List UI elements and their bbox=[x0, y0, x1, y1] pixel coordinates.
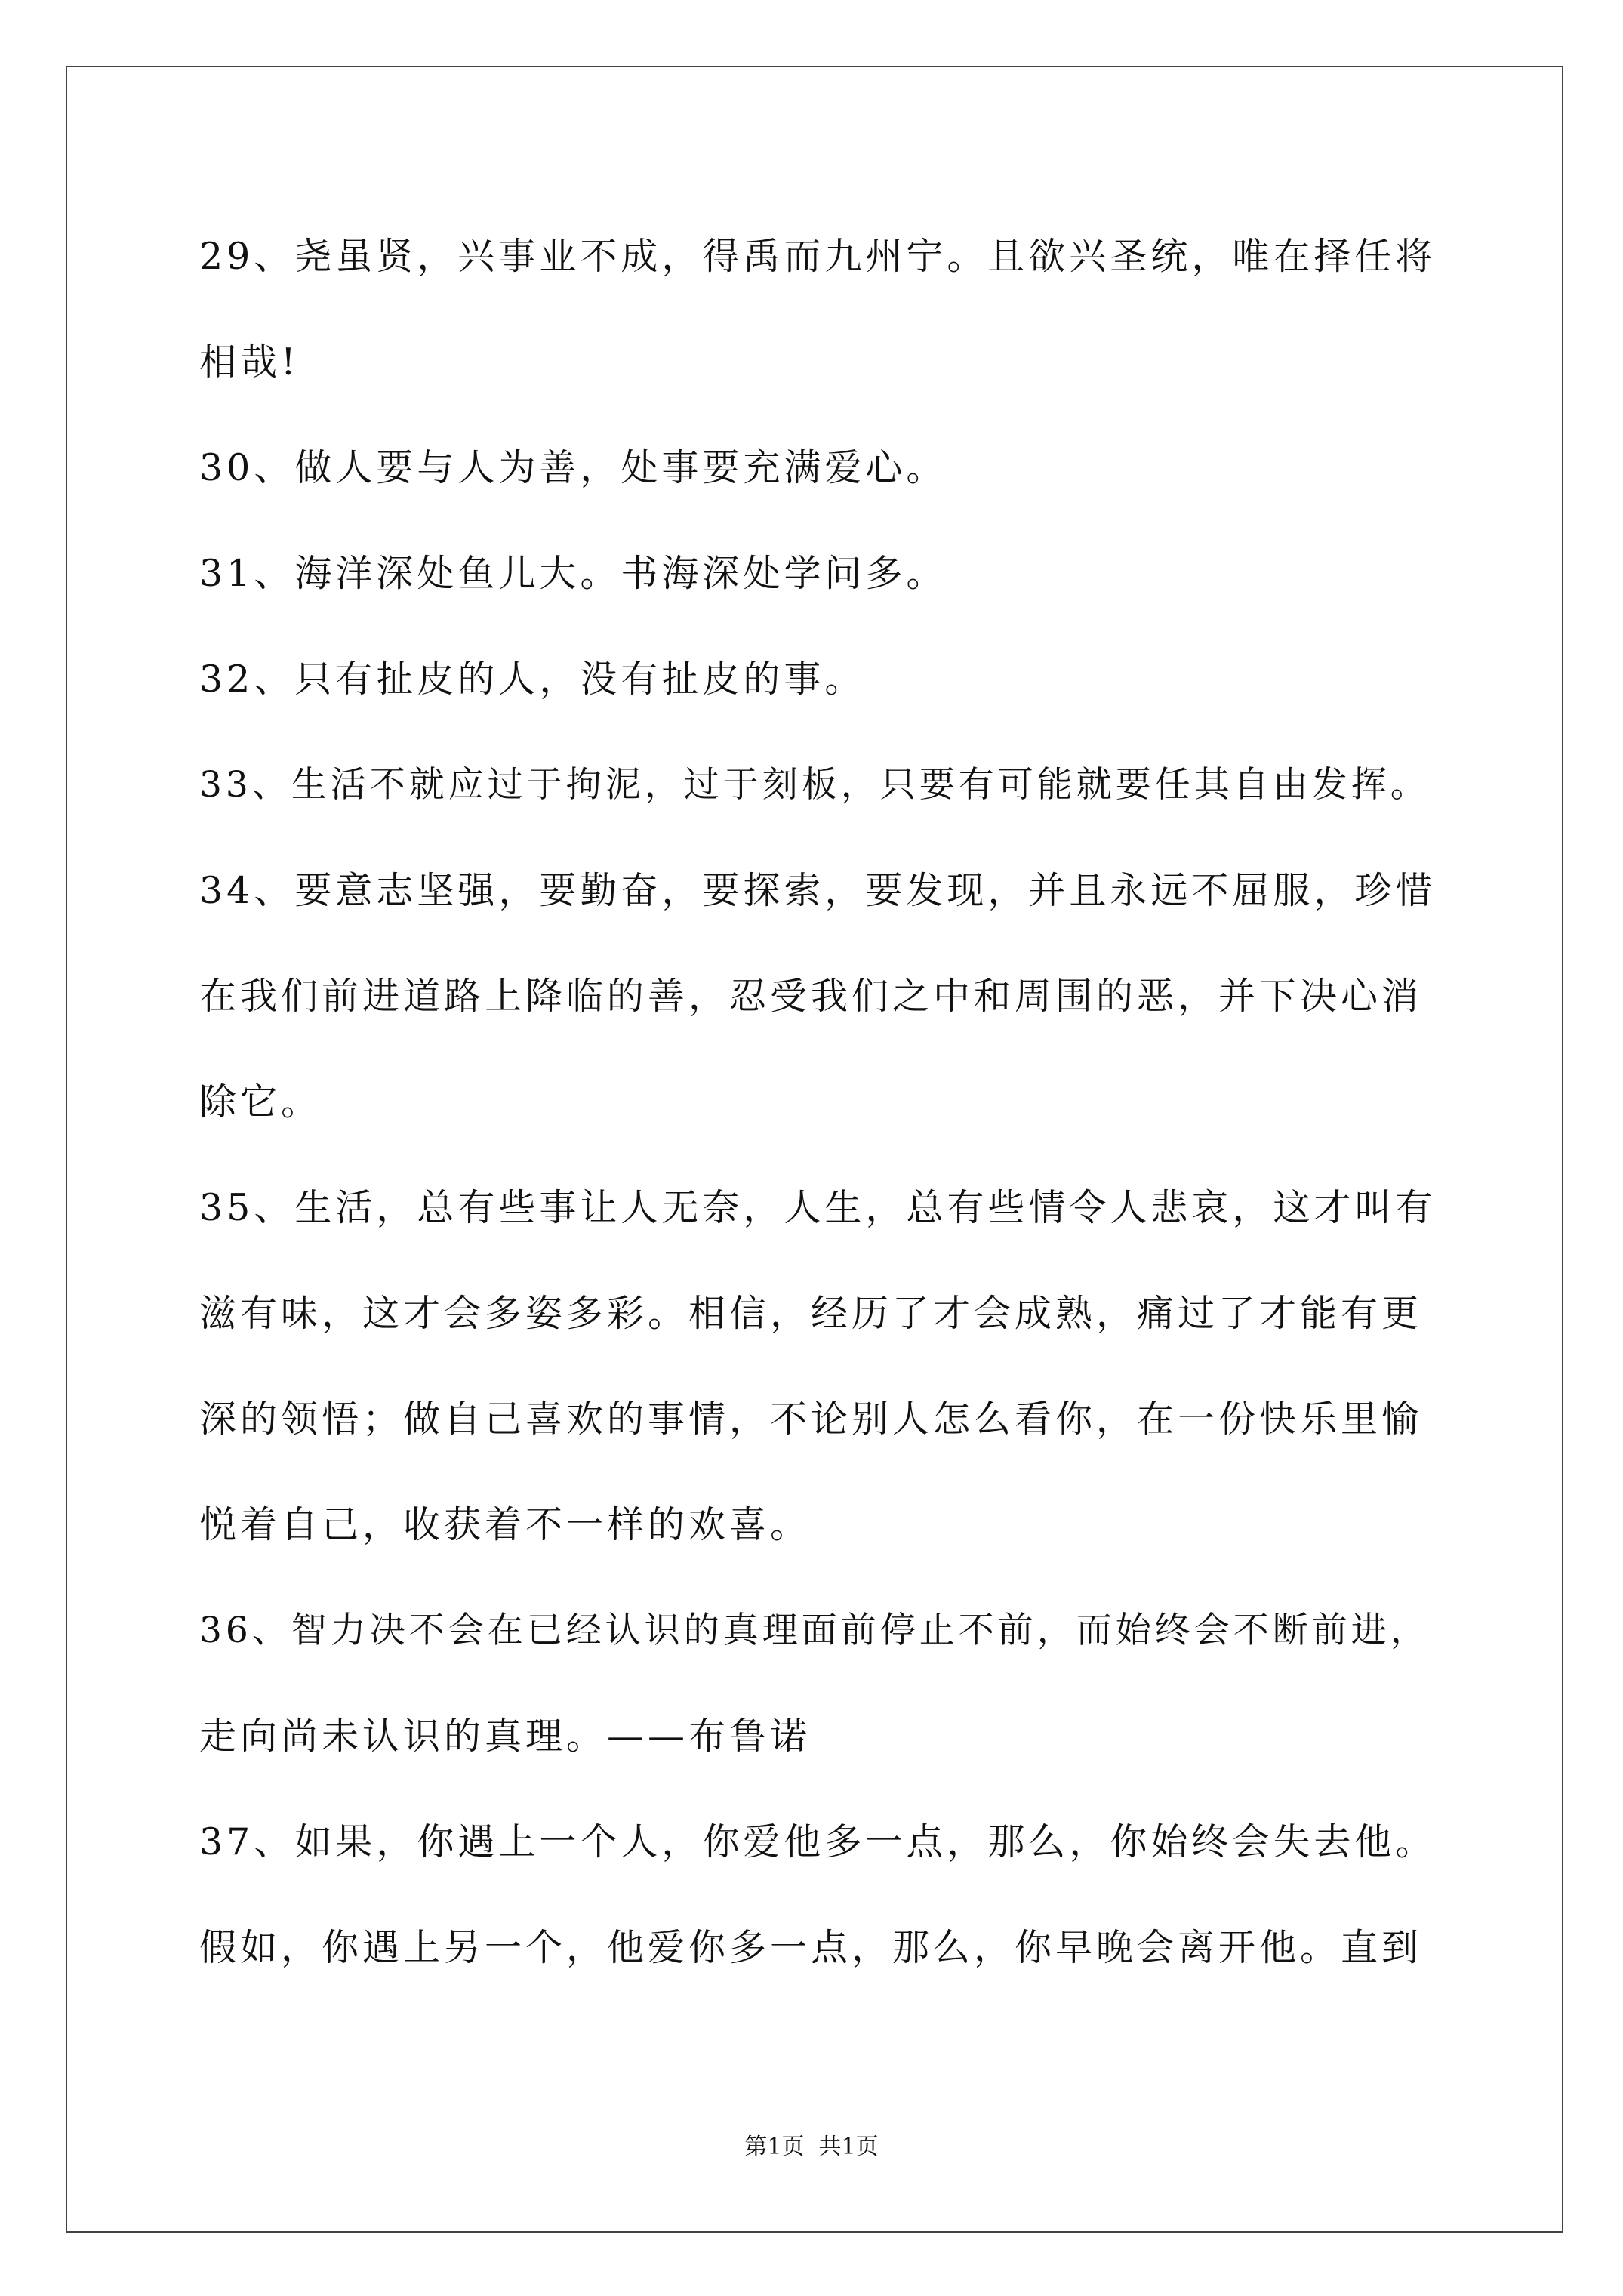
text-line: 悦着自己，收获着不一样的欢喜。 bbox=[199, 1503, 812, 1546]
text-line: 假如，你遇上另一个，他爱你多一点，那么，你早晚会离开他。直到 bbox=[199, 1926, 1423, 1969]
text-line: 30、做人要与人为善，处事要充满爱心。 bbox=[199, 446, 947, 489]
text-line: 34、要意志坚强，要勤奋，要探索，要发现，并且永远不屈服，珍惜 bbox=[199, 869, 1437, 912]
text-line: 相哉! bbox=[199, 341, 300, 384]
text-line: 35、生活，总有些事让人无奈，人生，总有些情令人悲哀，这才叫有 bbox=[199, 1186, 1437, 1229]
text-line: 32、只有扯皮的人，没有扯皮的事。 bbox=[199, 658, 866, 701]
text-line: 31、海洋深处鱼儿大。书海深处学问多。 bbox=[199, 552, 947, 595]
text-line: 29、尧虽贤，兴事业不成，得禹而九州宁。且欲兴圣统，唯在择任将 bbox=[199, 235, 1437, 278]
text-line: 37、如果，你遇上一个人，你爱他多一点，那么，你始终会失去他。 bbox=[199, 1820, 1437, 1863]
document-body bbox=[199, 204, 1437, 2001]
text-line: 33、生活不就应过于拘泥，过于刻板，只要有可能就要任其自由发挥。 bbox=[199, 764, 1430, 806]
text-line: 滋有味，这才会多姿多彩。相信，经历了才会成熟，痛过了才能有更 bbox=[199, 1292, 1423, 1335]
text-line: 走向尚未认识的真理。——布鲁诺 bbox=[199, 1715, 812, 1758]
text-line: 在我们前进道路上降临的善，忍受我们之中和周围的恶，并下决心消 bbox=[199, 975, 1423, 1018]
page-number-footer: 第1页 共1页 bbox=[744, 2134, 879, 2160]
text-line: 36、智力决不会在已经认识的真理面前停止不前，而始终会不断前进， bbox=[199, 1610, 1430, 1651]
text-line: 深的领悟；做自己喜欢的事情，不论别人怎么看你，在一份快乐里愉 bbox=[199, 1398, 1423, 1441]
text-line: 除它。 bbox=[199, 1080, 322, 1123]
